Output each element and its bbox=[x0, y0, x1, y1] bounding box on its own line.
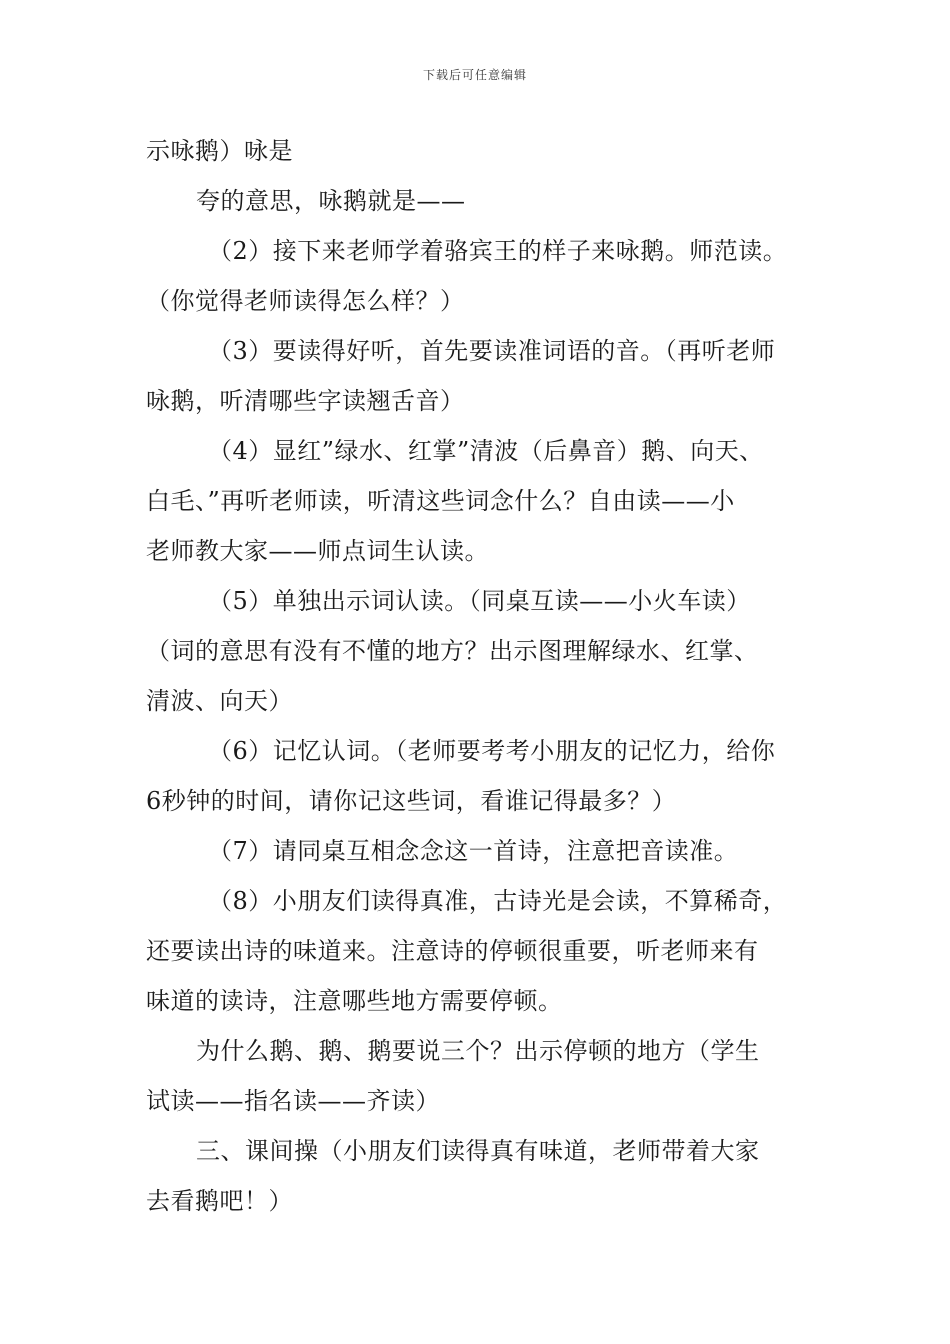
page-header: 下载后可任意编辑 bbox=[422, 68, 527, 82]
text-line: 清波、向天） bbox=[146, 687, 293, 715]
text-line: （2）接下来老师学着骆宾王的样子来咏鹅。师范读。 bbox=[208, 237, 788, 265]
text-line: 老师教大家——师点词生认读。 bbox=[146, 537, 489, 565]
text-line: （8）小朋友们读得真准，古诗光是会读，不算稀奇， bbox=[208, 887, 788, 915]
text-line: （词的意思有没有不懂的地方？出示图理解绿水、红掌、 bbox=[146, 637, 759, 665]
text-line: （3）要读得好听，首先要读准词语的音。（再听老师 bbox=[208, 337, 776, 365]
text-line: 夸的意思，咏鹅就是—— bbox=[196, 187, 466, 215]
document-body bbox=[146, 126, 808, 1226]
text-line: （6）记忆认词。（老师要考考小朋友的记忆力，给你 bbox=[208, 737, 776, 765]
text-line: 去看鹅吧！） bbox=[146, 1187, 293, 1215]
text-line: 还要读出诗的味道来。注意诗的停顿很重要，听老师来有 bbox=[146, 937, 759, 965]
text-line: 示咏鹅）咏是 bbox=[146, 137, 293, 165]
text-line: 试读——指名读——齐读） bbox=[146, 1087, 440, 1115]
text-line: （4）显红”绿水、红掌”清波（后鼻音）鹅、向天、 bbox=[208, 437, 764, 465]
text-line: 味道的读诗，注意哪些地方需要停顿。 bbox=[146, 987, 563, 1015]
text-line: （5）单独出示词认读。（同桌互读——小火车读） bbox=[208, 587, 751, 615]
text-line: 三、课间操（小朋友们读得真有味道，老师带着大家 bbox=[196, 1137, 760, 1165]
text-line: （你觉得老师读得怎么样？） bbox=[146, 287, 465, 315]
text-line: （7）请同桌互相念念这一首诗，注意把音读准。 bbox=[208, 837, 739, 865]
text-line: 咏鹅，听清哪些字读翘舌音） bbox=[146, 387, 465, 415]
text-line: 为什么鹅、鹅、鹅要说三个？出示停顿的地方（学生 bbox=[196, 1037, 760, 1065]
text-line: 6秒钟的时间，请你记这些词，看谁记得最多？） bbox=[146, 787, 677, 815]
text-line: 白毛、”再听老师读，听清这些词念什么？自由读——小 bbox=[146, 487, 735, 515]
